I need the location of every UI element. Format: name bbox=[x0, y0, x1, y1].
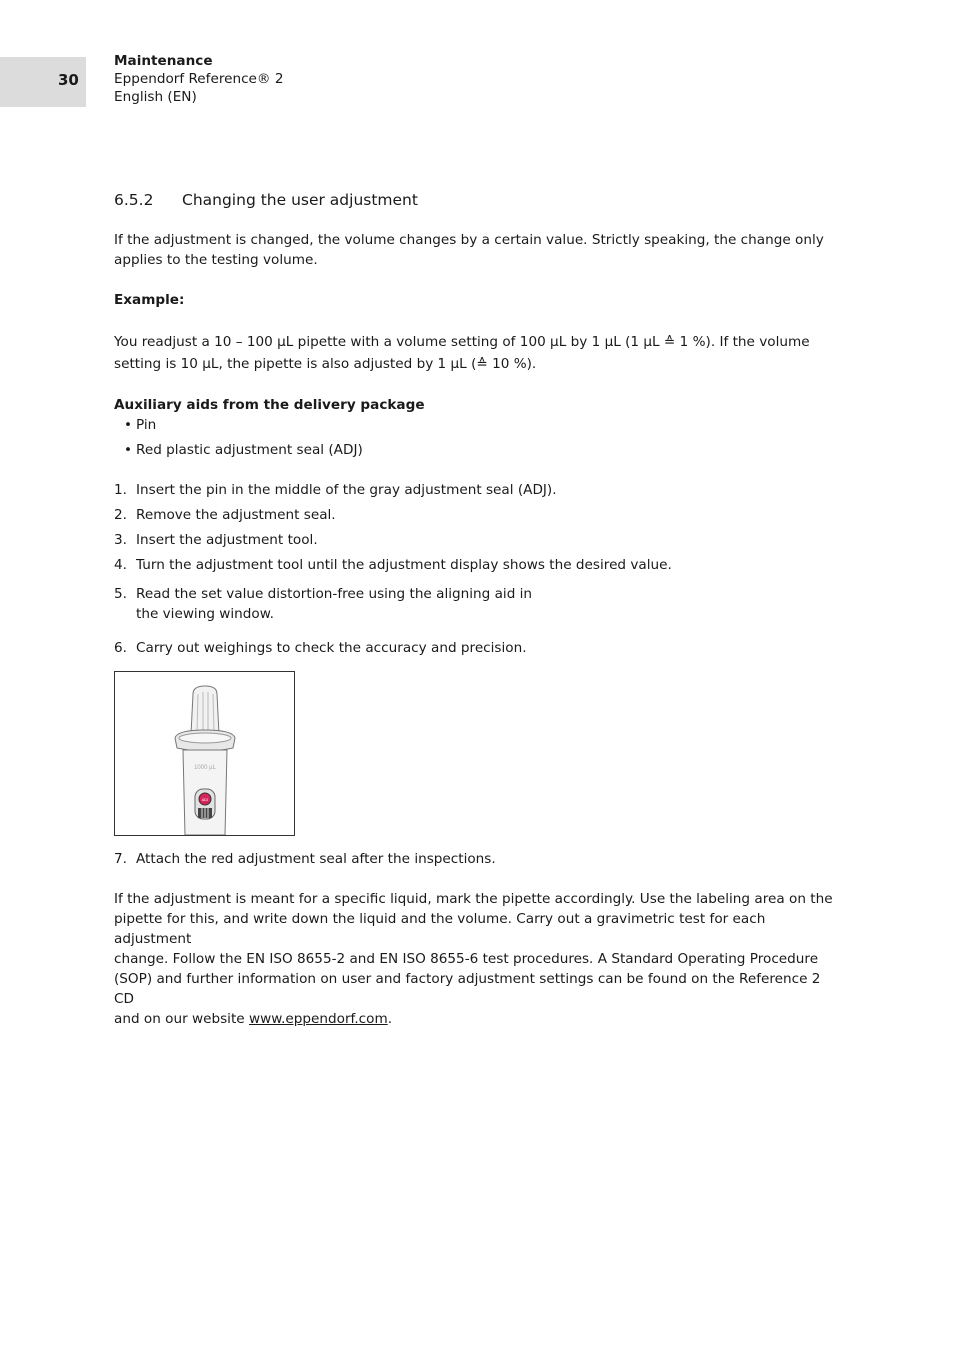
intro-line-2: applies to the testing volume. bbox=[114, 252, 318, 268]
step-5 bbox=[114, 584, 532, 604]
step-number: 7. bbox=[114, 851, 127, 867]
closing-line: change. Follow the EN ISO 8655-2 and EN ISO 8655-6 test procedures. A Standard Operating Procedure bbox=[114, 951, 819, 967]
header-language: English (EN) bbox=[114, 89, 197, 105]
step-6 bbox=[114, 638, 527, 658]
step-text: Turn the adjustment tool until the adjustment display shows the desired value. bbox=[136, 557, 672, 573]
example-label: Example: bbox=[114, 292, 185, 308]
step-text: Remove the adjustment seal. bbox=[136, 507, 336, 523]
step-text: Carry out weighings to check the accuracy and precision. bbox=[136, 640, 527, 656]
step-number: 4. bbox=[114, 557, 127, 573]
aids-item-text: Red plastic adjustment seal (ADJ) bbox=[136, 442, 363, 458]
step-number: 2. bbox=[114, 507, 127, 523]
adj-seal-label: ADJ bbox=[201, 798, 209, 802]
step-3 bbox=[114, 530, 318, 550]
section-heading bbox=[114, 190, 418, 210]
closing-line: (SOP) and further information on user and factory adjustment settings can be found on the Reference 2 CD bbox=[114, 971, 821, 1007]
pipette-drawing bbox=[115, 672, 294, 835]
step-7 bbox=[114, 849, 496, 869]
step-text: the viewing window. bbox=[136, 606, 274, 622]
closing-line bbox=[114, 1009, 844, 1029]
aids-item: • Red plastic adjustment seal (ADJ) bbox=[124, 442, 363, 458]
step-text: Insert the pin in the middle of the gray adjustment seal (ADJ). bbox=[136, 482, 557, 498]
step-number: 3. bbox=[114, 532, 127, 548]
closing-line: If the adjustment is meant for a specific liquid, mark the pipette accordingly. Use the labeling area on the bbox=[114, 891, 833, 907]
aids-item: • Pin bbox=[124, 417, 157, 433]
step-number: 1. bbox=[114, 482, 127, 498]
step-2 bbox=[114, 505, 336, 525]
step-number: 5. bbox=[114, 586, 127, 602]
intro-line-1: If the adjustment is changed, the volume changes by a certain value. Strictly speaking, the change only bbox=[114, 232, 824, 248]
page-number: 30 bbox=[58, 71, 79, 89]
header-product: Eppendorf Reference® 2 bbox=[114, 71, 284, 87]
step-text: Insert the adjustment tool. bbox=[136, 532, 318, 548]
step-text: Read the set value distortion-free using the aligning aid in bbox=[136, 586, 533, 602]
example-line-2: setting is 10 µL, the pipette is also adjusted by 1 µL (≙ 10 %). bbox=[114, 356, 537, 372]
closing-paragraph bbox=[114, 889, 844, 1029]
closing-text: and on our website bbox=[114, 1011, 249, 1027]
pipette-illustration bbox=[114, 671, 295, 836]
header-section: Maintenance bbox=[114, 53, 213, 69]
step-5-continued bbox=[114, 604, 274, 624]
step-text: Attach the red adjustment seal after the inspections. bbox=[136, 851, 496, 867]
pipette-volume-label: 1000 µL bbox=[194, 765, 216, 771]
step-number: 6. bbox=[114, 640, 127, 656]
aids-title: Auxiliary aids from the delivery package bbox=[114, 397, 425, 413]
section-title: Changing the user adjustment bbox=[182, 191, 418, 209]
website-link[interactable]: www.eppendorf.com bbox=[248, 1011, 388, 1027]
section-number: 6.5.2 bbox=[114, 191, 154, 209]
closing-text: . bbox=[387, 1011, 393, 1027]
aids-item-text: Pin bbox=[136, 417, 157, 433]
step-1 bbox=[114, 480, 557, 500]
closing-line: pipette for this, and write down the liquid and the volume. Carry out a gravimetric test for each adjustment bbox=[114, 911, 766, 947]
running-header bbox=[114, 52, 283, 106]
step-4 bbox=[114, 555, 672, 575]
example-line-1: You readjust a 10 – 100 µL pipette with a volume setting of 100 µL by 1 µL (1 µL ≙ 1 %). If the volume bbox=[114, 334, 810, 350]
